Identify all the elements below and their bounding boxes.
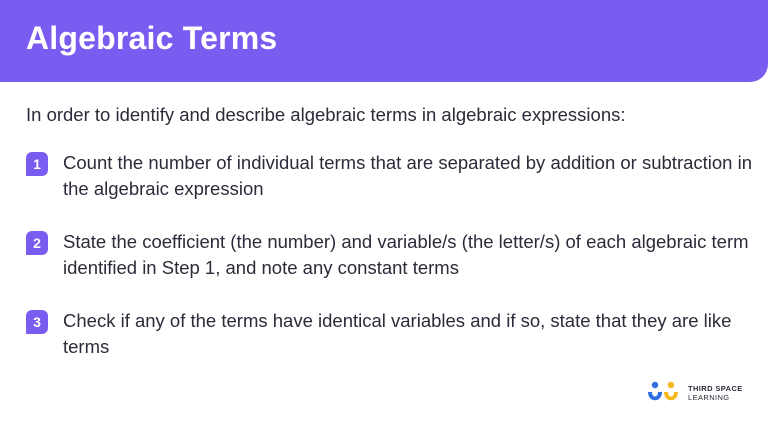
logo-text-line2: LEARNING: [688, 393, 730, 402]
step-text: Count the number of individual terms that are separated by addition or subtraction in the algebraic expression: [63, 152, 753, 199]
logo-mark-icon: [646, 381, 682, 405]
page-title: Algebraic Terms: [26, 20, 278, 56]
logo-text-line1: THIRD SPACE: [688, 384, 743, 393]
step-number-badge: 2: [26, 231, 48, 255]
title-banner: [0, 0, 768, 82]
step-number-badge: 3: [26, 310, 48, 334]
intro-text: In order to identify and describe algebraic terms in algebraic expressions:: [26, 104, 626, 125]
step-text: State the coefficient (the number) and variable/s (the letter/s) of each algebraic term identified in Step 1, and note any constant terms: [63, 231, 749, 278]
third-space-learning-logo: [646, 381, 756, 405]
step-number-badge: 1: [26, 152, 48, 176]
step-text: Check if any of the terms have identical variables and if so, state that they are like terms: [63, 310, 732, 357]
